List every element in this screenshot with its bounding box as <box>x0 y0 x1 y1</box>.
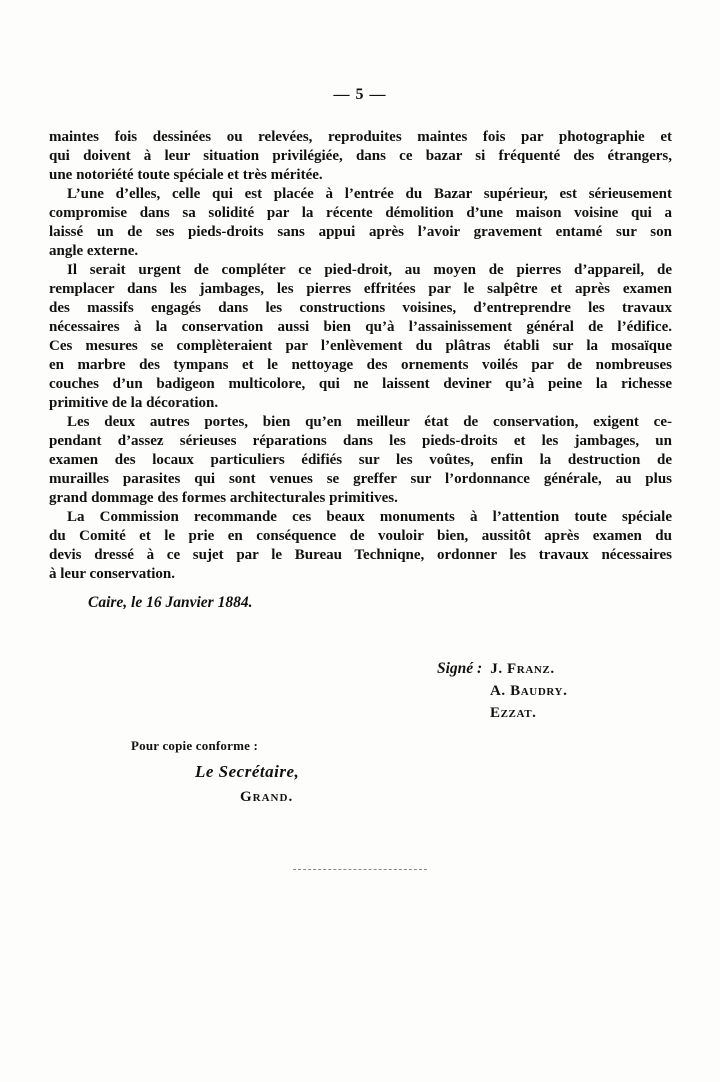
signed-label: Signé : <box>437 660 483 677</box>
text-line: grand dommage des formes architecturales primitives. <box>49 490 398 506</box>
text-line: une notoriété toute spéciale et très méritée. <box>49 167 323 183</box>
dateline: Caire, le 16 Janvier 1884. <box>88 594 253 611</box>
certification-block <box>131 738 299 806</box>
text-line: couches d’un badigeon multicolore, qui ne laissent deviner qu’à peine la richesse <box>49 376 672 392</box>
text-line: La Commission recommande ces beaux monuments à l’attention toute spéciale <box>67 509 672 525</box>
text-line: en marbre des tympans et le nettoyage des ornements voilés par de nombreuses <box>49 357 672 373</box>
text-line: nécessaires à la conservation aussi bien qu’à l’assainissement général de l’édifice. <box>49 319 672 335</box>
text-line: du Comité et le prie en conséquence de vouloir bien, aussitôt après examen du <box>49 528 672 544</box>
text-line: L’une d’elles, celle qui est placée à l’entrée du Bazar supérieur, est sérieusement <box>67 186 672 202</box>
signature-row <box>437 658 567 680</box>
text-line: qui doivent à leur situation privilégiée, dans ce bazar si fréquenté des étrangers, <box>49 148 672 164</box>
paragraph <box>49 508 672 584</box>
text-line: des massifs engagés dans les constructions voisines, d’entreprendre les travaux <box>49 300 672 316</box>
signatory-name: Ezzat. <box>490 705 537 721</box>
page-number: — 5 — <box>333 86 387 103</box>
text-line: Il serait urgent de compléter ce pied-droit, au moyen de pierres d’appareil, de <box>67 262 672 278</box>
text-line: compromise dans sa solidité par la récente démolition d’une maison voisine qui a <box>49 205 672 221</box>
paragraph <box>49 128 672 185</box>
paragraph <box>49 185 672 261</box>
text-line: primitive de la décoration. <box>49 395 219 411</box>
text-line: murailles parasites qui sont venues se greffer sur l’ordonnance générale, au plus <box>49 471 672 487</box>
end-divider-rule <box>293 869 427 870</box>
text-line: Les deux autres portes, bien qu’en meilleur état de conservation, exigent ce- <box>67 414 672 430</box>
copy-conforme-note: Pour copie conforme : <box>131 738 259 753</box>
text-line: remplacer dans les jambages, les pierres effritées par le salpêtre et après examen <box>49 281 672 297</box>
signature-row <box>437 702 567 724</box>
secretary-title: Le Secrétaire, <box>195 762 300 781</box>
text-line: Ces mesures se complèteraient par l’enlèvement du plâtras établi sur la mosaïque <box>49 338 672 354</box>
text-line: examen des locaux particuliers édifiés sur les voûtes, enfin la destruction de <box>49 452 672 468</box>
text-line: maintes fois dessinées ou relevées, reproduites maintes fois par photographie et <box>49 129 672 145</box>
paragraph <box>49 261 672 413</box>
text-line: devis dressé à ce sujet par le Bureau Techniqne, ordonner les travaux nécessaires <box>49 547 672 563</box>
paragraph <box>49 413 672 508</box>
signatory-name: A. Baudry. <box>490 683 568 699</box>
signature-block <box>437 658 567 724</box>
secretary-name: Grand. <box>240 789 294 805</box>
signature-row <box>437 680 567 702</box>
signatory-name: J. Franz. <box>490 661 555 677</box>
text-line: pendant d’assez sérieuses réparations dans les pieds-droits et les jambages, un <box>49 433 672 449</box>
text-line: laissé un de ses pieds-droits sans appui après l’avoir gravement entamé sur son <box>49 224 672 240</box>
text-line: à leur conservation. <box>49 566 175 582</box>
text-line: angle externe. <box>49 243 139 259</box>
document-body <box>49 128 672 612</box>
